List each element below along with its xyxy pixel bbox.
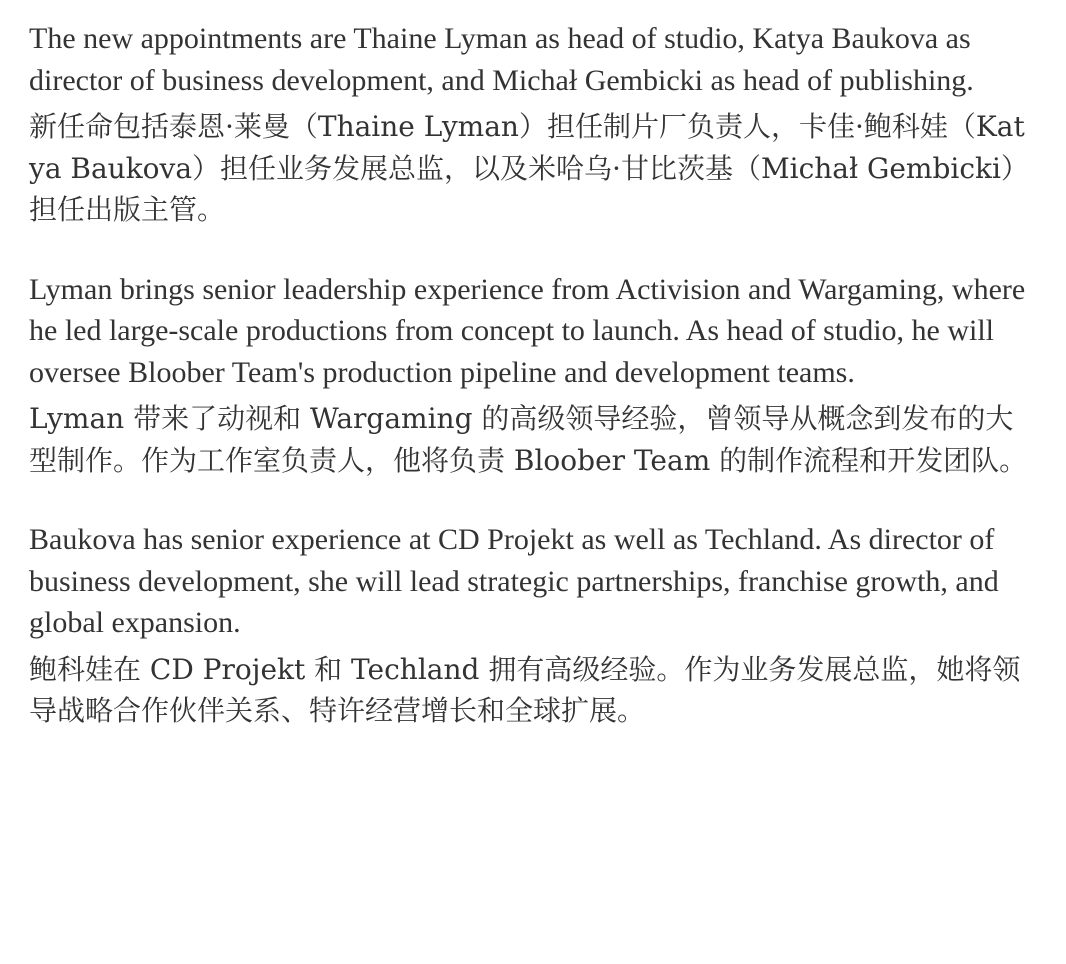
chinese-translation: Lyman 带来了动视和 Wargaming 的高级领导经验，曾领导从概念到发布的大型制作。作为工作室负责人，他将负责 Bloober Team 的制作流程和开发团队。	[29, 402, 1028, 477]
english-text: Baukova has senior experience at CD Projekt as well as Techland. As director of business development, she will lead strategic partnerships, franchise growth, and global expansion.	[29, 523, 999, 639]
paragraph-appointments	[29, 18, 1030, 231]
english-text: Lyman brings senior leadership experience from Activision and Wargaming, where he led large-scale productions from concept to launch. As head of studio, he will oversee Bloober Team's production pipeline and development teams.	[29, 272, 1026, 389]
paragraph-baukova	[29, 519, 1030, 732]
english-text: The new appointments are Thaine Lyman as head of studio, Katya Baukova as director of business development, and Michał Gembicki as head of publishing.	[29, 22, 974, 97]
chinese-translation: 新任命包括泰恩·莱曼（Thaine Lyman）担任制片厂负责人，卡佳·鲍科娃（Katya Baukova）担任业务发展总监，以及米哈乌·甘比茨基（Michał Gembicki）担任出版主管。	[29, 110, 1029, 226]
chinese-translation: 鲍科娃在 CD Projekt 和 Techland 拥有高级经验。作为业务发展总监，她将领导战略合作伙伴关系、特许经营增长和全球扩展。	[29, 652, 1021, 727]
paragraph-lyman	[29, 269, 1030, 482]
